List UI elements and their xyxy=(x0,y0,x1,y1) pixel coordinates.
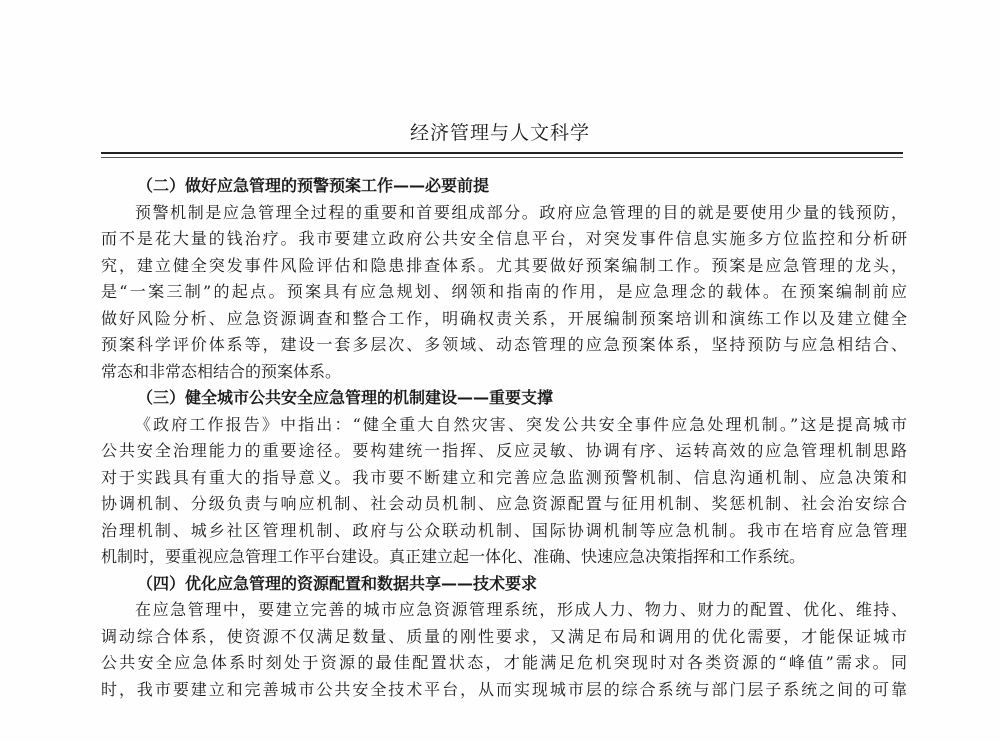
header-rule xyxy=(101,152,903,154)
paragraph-line: 而不是花大量的钱治疗。我市要建立政府公共安全信息平台，对突发事件信息实施多方位监控和分析研 xyxy=(101,229,907,248)
section-heading: （三）健全城市公共安全应急管理的机制建设——重要支撑 xyxy=(137,388,554,407)
running-header-title: 经济管理与人文科学 xyxy=(409,122,590,144)
header-rule-secondary xyxy=(101,157,903,158)
paragraph-line: 常态和非常态相结合的预案体系。 xyxy=(101,361,342,381)
paragraph-line: 《政府工作报告》中指出：“健全重大自然灾害、突发公共安全事件应急处理机制。”这是提高城市 xyxy=(135,414,907,434)
paragraph-line: 机制时，要重视应急管理工作平台建设。真正建立起一体化、准确、快速应急决策指挥和工作系统。 xyxy=(101,547,806,566)
paragraph-line: 在应急管理中，要建立完善的城市应急资源管理系统，形成人力、物力、财力的配置、优化、维持、 xyxy=(135,600,907,619)
paragraph-line: 预警机制是应急管理全过程的重要和首要组成部分。政府应急管理的目的就是要使用少量的钱预防， xyxy=(135,202,907,222)
paragraph-line: 究，建立健全突发事件风险评估和隐患排查体系。尤其要做好预案编制工作。预案是应急管理的龙头， xyxy=(101,255,907,275)
body-text xyxy=(101,173,907,703)
paragraph-line: 公共安全治理能力的重要途径。要构建统一指挥、反应灵敏、协调有序、运转高效的应急管理机制思路 xyxy=(101,441,907,460)
section-heading: （二）做好应急管理的预警预案工作——必要前提 xyxy=(137,176,490,195)
section-heading: （四）优化应急管理的资源配置和数据共享——技术要求 xyxy=(137,573,538,593)
paragraph-line: 协调机制、分级负责与响应机制、社会动员机制、应急资源配置与征用机制、奖惩机制、社会治安综合 xyxy=(101,494,907,513)
paragraph-line: 调动综合体系，使资源不仅满足数量、质量的刚性要求，又满足布局和调用的优化需要，才能保证城市 xyxy=(101,626,907,646)
paragraph-line: 是“一案三制”的起点。预案具有应急规划、纲领和指南的作用，是应急理念的载体。在预案编制前应 xyxy=(101,282,907,301)
paragraph-line: 治理机制、城乡社区管理机制、政府与公众联动机制、国际协调机制等应急机制。我市在培育应急管理 xyxy=(101,520,907,540)
paragraph-line: 对于实践具有重大的指导意义。我市要不断建立和完善应急监测预警机制、信息沟通机制、应急决策和 xyxy=(101,467,907,487)
paragraph-line: 预案科学评价体系等，建设一套多层次、多领域、动态管理的应急预案体系，坚持预防与应急相结合、 xyxy=(101,335,907,354)
paragraph-line: 做好风险分析、应急资源调查和整合工作，明确权责关系，开展编制预案培训和演练工作以及建立健全 xyxy=(101,308,907,328)
paragraph-line: 公共安全应急体系时刻处于资源的最佳配置状态，才能满足危机突现时对各类资源的“峰值”需求。同 xyxy=(101,653,907,672)
paragraph-line: 时，我市要建立和完善城市公共安全技术平台，从而实现城市层的综合系统与部门层子系统之间的可靠 xyxy=(101,679,907,699)
